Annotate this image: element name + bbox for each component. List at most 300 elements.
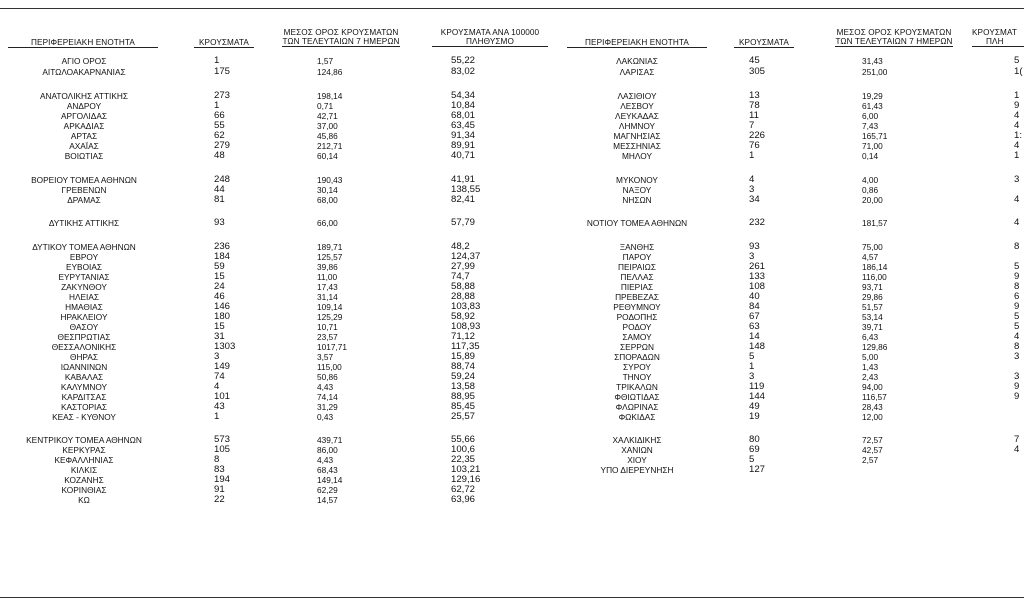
table-row	[0, 195, 1024, 205]
left-per-cell: 85,45	[451, 401, 476, 412]
left-avg-cell: 124,86	[317, 67, 343, 77]
right-cases-cell: 1	[749, 361, 755, 372]
right-avg-cell: 116,00	[862, 272, 887, 282]
right-cases-cell: 19	[749, 411, 760, 422]
right-name-cell: ΦΛΩΡΙΝΑΣ	[615, 402, 659, 412]
right-name-cell: ΛΗΜΝΟΥ	[618, 121, 656, 131]
left-name-cell: ΚΕΦΑΛΛΗΝΙΑΣ	[54, 455, 114, 465]
right-cases-cell: 5	[749, 454, 755, 465]
right-per-cell: 9	[1014, 271, 1020, 282]
table-row	[0, 332, 1024, 342]
left-name-cell: ΚΑΛΥΜΝΟΥ	[60, 382, 108, 392]
right-cases-cell: 76	[749, 140, 760, 151]
right-cases-cell: 34	[749, 194, 760, 205]
right-avg-cell: 20,00	[862, 195, 883, 205]
right-per-cell: 4	[1014, 140, 1020, 151]
left-cases-cell: 44	[214, 184, 225, 195]
right-cases-cell: 261	[749, 261, 766, 272]
header-region-left: ΠΕΡΙΦΕΡΕΙΑΚΗ ΕΝΟΤΗΤΑ	[8, 38, 158, 48]
right-name-cell: ΠΕΛΛΑΣ	[620, 272, 654, 282]
left-avg-cell: 109,14	[317, 302, 343, 312]
left-avg-cell: 10,71	[317, 322, 338, 332]
right-cases-cell: 11	[749, 110, 759, 121]
left-cases-cell: 15	[214, 321, 225, 332]
right-name-cell: ΧΑΛΚΙΔΙΚΗΣ	[612, 435, 662, 445]
right-per-cell: 4	[1014, 194, 1020, 205]
left-cases-cell: 83	[214, 464, 225, 475]
right-name-cell: ΤΗΝΟΥ	[622, 372, 652, 382]
right-avg-cell: 31,43	[862, 56, 883, 66]
right-avg-cell: 93,71	[862, 282, 883, 292]
left-cases-cell: 180	[214, 311, 231, 322]
left-per-cell: 68,01	[451, 110, 476, 121]
right-avg-cell: 94,00	[862, 382, 883, 392]
left-cases-cell: 3	[214, 351, 220, 362]
header-avg-left: ΜΕΣΟΣ ΟΡΟΣ ΚΡΟΥΣΜΑΤΩΝ ΤΩΝ ΤΕΛΕΥΤΑΙΩΝ 7 ΗΜΕΡΩΝ	[282, 28, 400, 46]
right-name-cell: ΠΑΡΟΥ	[622, 252, 652, 262]
right-avg-cell: 72,57	[862, 435, 883, 445]
right-avg-cell: 1,43	[862, 362, 879, 372]
left-cases-cell: 1	[214, 55, 220, 66]
right-avg-cell: 165,71	[862, 131, 888, 141]
header-avg-right: ΜΕΣΟΣ ΟΡΟΣ ΚΡΟΥΣΜΑΤΩΝ ΤΩΝ ΤΕΛΕΥΤΑΙΩΝ 7 ΗΜΕΡΩΝ	[835, 28, 953, 46]
right-cases-cell: 84	[749, 301, 760, 312]
left-cases-cell: 146	[214, 301, 231, 312]
table-row	[0, 101, 1024, 111]
left-cases-cell: 279	[214, 140, 231, 151]
table-row	[0, 56, 1024, 66]
left-avg-cell: 37,00	[317, 121, 338, 131]
right-per-cell: 7	[1014, 434, 1020, 445]
left-name-cell: ΘΕΣΠΡΩΤΙΑΣ	[57, 332, 111, 342]
table-row	[0, 272, 1024, 282]
right-avg-cell: 39,71	[862, 322, 883, 332]
right-avg-cell: 2,43	[862, 372, 879, 382]
left-per-cell: 22,35	[451, 454, 476, 465]
left-per-cell: 57,79	[451, 217, 476, 228]
table-row	[0, 111, 1024, 121]
left-name-cell: ΗΛΕΙΑΣ	[68, 292, 100, 302]
right-per-cell: 3	[1014, 174, 1020, 185]
right-per-cell: 3	[1014, 371, 1020, 382]
right-cases-cell: 108	[749, 281, 766, 292]
left-name-cell: ΑΝΔΡΟΥ	[66, 101, 102, 111]
left-cases-cell: 43	[214, 401, 225, 412]
left-cases-cell: 236	[214, 241, 231, 252]
left-cases-cell: 74	[214, 371, 225, 382]
left-cases-cell: 184	[214, 251, 231, 262]
left-per-cell: 28,88	[451, 291, 476, 302]
left-cases-cell: 24	[214, 281, 225, 292]
left-per-cell: 62,72	[451, 484, 476, 495]
left-cases-cell: 149	[214, 361, 231, 372]
left-per-cell: 100,6	[451, 444, 476, 455]
left-name-cell: ΔΡΑΜΑΣ	[67, 195, 101, 205]
left-avg-cell: 0,71	[317, 101, 334, 111]
right-name-cell: ΜΑΓΝΗΣΙΑΣ	[613, 131, 661, 141]
table-row	[0, 175, 1024, 185]
left-avg-cell: 62,29	[317, 485, 338, 495]
right-name-cell: ΛΑΣΙΘΙΟΥ	[617, 91, 657, 101]
table-row	[0, 252, 1024, 262]
left-per-cell: 59,24	[451, 371, 476, 382]
right-per-cell: 1	[1014, 150, 1020, 161]
right-avg-cell: 6,00	[862, 111, 879, 121]
left-per-cell: 54,34	[451, 90, 476, 101]
left-per-cell: 41,91	[451, 174, 476, 185]
right-name-cell: ΠΕΙΡΑΙΩΣ	[618, 262, 656, 272]
right-cases-cell: 3	[749, 251, 755, 262]
right-per-cell: 9	[1014, 301, 1020, 312]
table-row	[0, 372, 1024, 382]
right-name-cell: ΧΑΝΙΩΝ	[621, 445, 653, 455]
right-name-cell: ΞΑΝΘΗΣ	[619, 242, 655, 252]
left-name-cell: ΙΩΑΝΝΙΝΩΝ	[60, 362, 108, 372]
left-name-cell: ΖΑΚΥΝΘΟΥ	[61, 282, 107, 292]
right-cases-cell: 67	[749, 311, 760, 322]
left-per-cell: 129,16	[451, 474, 481, 485]
right-cases-cell: 3	[749, 184, 755, 195]
right-cases-cell: 305	[749, 66, 766, 77]
left-avg-cell: 45,86	[317, 131, 338, 141]
left-avg-cell: 86,00	[317, 445, 338, 455]
table-row	[0, 445, 1024, 455]
right-cases-cell: 93	[749, 241, 760, 252]
table-row	[0, 91, 1024, 101]
left-cases-cell: 194	[214, 474, 231, 485]
left-name-cell: ΑΓΙΟ ΟΡΟΣ	[61, 56, 107, 66]
table-row	[0, 292, 1024, 302]
right-avg-cell: 19,29	[862, 91, 883, 101]
left-name-cell: ΘΑΣΟΥ	[69, 322, 99, 332]
left-cases-cell: 1	[214, 100, 220, 111]
right-per-cell: 9	[1014, 381, 1020, 392]
left-avg-cell: 190,43	[317, 175, 343, 185]
right-name-cell: ΝΟΤΙΟΥ ΤΟΜΕΑ ΑΘΗΝΩΝ	[586, 218, 688, 228]
table-row	[0, 121, 1024, 131]
right-cases-cell: 226	[749, 130, 766, 141]
left-per-cell: 83,02	[451, 66, 476, 77]
table-row	[0, 495, 1024, 505]
left-per-cell: 15,89	[451, 351, 476, 362]
left-per-cell: 13,58	[451, 381, 476, 392]
left-per-cell: 82,41	[451, 194, 476, 205]
right-name-cell: ΠΙΕΡΙΑΣ	[620, 282, 654, 292]
right-per-cell: 5	[1014, 55, 1020, 66]
left-name-cell: ΑΝΑΤΟΛΙΚΗΣ ΑΤΤΙΚΗΣ	[39, 91, 129, 101]
left-name-cell: ΚΕΑΣ - ΚΥΘΝΟΥ	[52, 412, 116, 422]
left-avg-cell: 74,14	[317, 392, 338, 402]
left-cases-cell: 55	[214, 120, 225, 131]
right-name-cell: ΡΟΔΟΠΗΣ	[616, 312, 658, 322]
left-cases-cell: 4	[214, 381, 220, 392]
left-name-cell: ΗΜΑΘΙΑΣ	[65, 302, 103, 312]
left-name-cell: ΑΡΓΟΛΙΔΑΣ	[61, 111, 107, 121]
right-cases-cell: 148	[749, 341, 766, 352]
table-row	[0, 382, 1024, 392]
right-name-cell: ΜΥΚΟΝΟΥ	[616, 175, 658, 185]
left-cases-cell: 62	[214, 130, 225, 141]
right-name-cell: ΧΙΟΥ	[627, 455, 647, 465]
right-cases-cell: 133	[749, 271, 766, 282]
right-name-cell: ΦΘΙΩΤΙΔΑΣ	[614, 392, 660, 402]
left-avg-cell: 30,14	[317, 185, 338, 195]
right-name-cell: ΣΕΡΡΩΝ	[620, 342, 654, 352]
right-cases-cell: 45	[749, 55, 760, 66]
left-name-cell: ΕΒΡΟΥ	[69, 252, 99, 262]
right-cases-cell: 78	[749, 100, 760, 111]
right-name-cell: ΥΠΟ ΔΙΕΡΕΥΝΗΣΗ	[600, 465, 674, 475]
left-cases-cell: 573	[214, 434, 231, 445]
table-row	[0, 392, 1024, 402]
right-per-cell: 8	[1014, 241, 1020, 252]
left-cases-cell: 175	[214, 66, 231, 77]
table-row	[0, 302, 1024, 312]
left-avg-cell: 11,00	[317, 272, 338, 282]
header-cases-right: ΚΡΟΥΣΜΑΤΑ	[734, 38, 794, 48]
right-cases-cell: 80	[749, 434, 760, 445]
left-name-cell: ΚΑΡΔΙΤΣΑΣ	[61, 392, 107, 402]
right-cases-cell: 5	[749, 351, 755, 362]
right-avg-cell: 7,43	[862, 121, 879, 131]
right-cases-cell: 13	[749, 90, 760, 101]
left-name-cell: ΑΡΚΑΔΙΑΣ	[63, 121, 105, 131]
left-cases-cell: 273	[214, 90, 231, 101]
left-name-cell: ΓΡΕΒΕΝΩΝ	[61, 185, 107, 195]
right-per-cell: 4	[1014, 331, 1020, 342]
left-per-cell: 25,57	[451, 411, 476, 422]
left-cases-cell: 105	[214, 444, 231, 455]
left-name-cell: ΑΙΤΩΛΟΑΚΑΡΝΑΝΙΑΣ	[42, 67, 126, 77]
right-cases-cell: 4	[749, 174, 755, 185]
right-cases-cell: 119	[749, 381, 765, 392]
right-avg-cell: 71,00	[862, 141, 883, 151]
left-per-cell: 124,37	[451, 251, 481, 262]
right-avg-cell: 4,57	[862, 252, 879, 262]
table-row	[0, 342, 1024, 352]
left-name-cell: ΑΡΤΑΣ	[70, 131, 98, 141]
left-per-cell: 103,83	[451, 301, 481, 312]
left-cases-cell: 8	[214, 454, 220, 465]
left-per-cell: 71,12	[451, 331, 476, 342]
right-name-cell: ΡΕΘΥΜΝΟΥ	[613, 302, 661, 312]
right-per-cell: 9	[1014, 100, 1020, 111]
table-row	[0, 435, 1024, 445]
table-row	[0, 352, 1024, 362]
left-name-cell: ΒΟΙΩΤΙΑΣ	[64, 151, 104, 161]
left-cases-cell: 22	[214, 494, 225, 505]
left-name-cell: ΗΡΑΚΛΕΙΟΥ	[60, 312, 108, 322]
left-name-cell: ΚΩ	[78, 495, 90, 505]
left-cases-cell: 101	[214, 391, 231, 402]
left-name-cell: ΚΕΝΤΡΙΚΟΥ ΤΟΜΕΑ ΑΘΗΝΩΝ	[26, 435, 142, 445]
left-avg-cell: 439,71	[317, 435, 343, 445]
left-per-cell: 63,96	[451, 494, 476, 505]
left-cases-cell: 48	[214, 150, 225, 161]
right-per-cell: 4	[1014, 217, 1020, 228]
right-avg-cell: 51,57	[862, 302, 883, 312]
left-avg-cell: 149,14	[317, 475, 343, 485]
left-cases-cell: 93	[214, 217, 225, 228]
left-per-cell: 55,66	[451, 434, 476, 445]
header-region-right: ΠΕΡΙΦΕΡΕΙΑΚΗ ΕΝΟΤΗΤΑ	[567, 38, 707, 48]
left-per-cell: 88,95	[451, 391, 476, 402]
left-avg-cell: 189,71	[317, 242, 343, 252]
right-avg-cell: 129,86	[862, 342, 888, 352]
left-per-cell: 40,71	[451, 150, 476, 161]
right-name-cell: ΤΡΙΚΑΛΩΝ	[616, 382, 658, 392]
left-per-cell: 74,7	[451, 271, 470, 282]
left-name-cell: ΚΙΛΚΙΣ	[70, 465, 98, 475]
left-name-cell: ΚΑΒΑΛΑΣ	[64, 372, 104, 382]
left-name-cell: ΚΑΣΤΟΡΙΑΣ	[60, 402, 108, 412]
left-per-cell: 58,92	[451, 311, 476, 322]
right-per-cell: 4	[1014, 120, 1020, 131]
table-row	[0, 141, 1024, 151]
left-per-cell: 108,93	[451, 321, 481, 332]
right-avg-cell: 116,57	[862, 392, 887, 402]
table-row	[0, 282, 1024, 292]
right-avg-cell: 53,14	[862, 312, 883, 322]
right-per-cell: 1:	[1014, 130, 1023, 141]
left-avg-cell: 60,14	[317, 151, 338, 161]
left-avg-cell: 125,29	[317, 312, 343, 322]
left-per-cell: 63,45	[451, 120, 476, 131]
left-name-cell: ΚΟΡΙΝΘΙΑΣ	[61, 485, 107, 495]
right-avg-cell: 29,86	[862, 292, 883, 302]
left-per-cell: 27,99	[451, 261, 476, 272]
right-per-cell: 9	[1014, 391, 1020, 402]
left-avg-cell: 39,86	[317, 262, 338, 272]
right-name-cell: ΝΗΣΩΝ	[622, 195, 652, 205]
right-avg-cell: 75,00	[862, 242, 883, 252]
left-cases-cell: 15	[214, 271, 225, 282]
right-avg-cell: 61,43	[862, 101, 883, 111]
table-row	[0, 262, 1024, 272]
right-name-cell: ΜΕΣΣΗΝΙΑΣ	[613, 141, 661, 151]
left-name-cell: ΚΟΖΑΝΗΣ	[64, 475, 104, 485]
right-per-cell: 8	[1014, 341, 1020, 352]
left-cases-cell: 59	[214, 261, 225, 272]
right-avg-cell: 6,43	[862, 332, 879, 342]
left-avg-cell: 17,43	[317, 282, 338, 292]
right-name-cell: ΣΠΟΡΑΔΩΝ	[614, 352, 660, 362]
left-per-cell: 103,21	[451, 464, 481, 475]
right-per-cell: 5	[1014, 261, 1020, 272]
right-cases-cell: 7	[749, 120, 755, 131]
header-per-left: ΚΡΟΥΣΜΑΤΑ ΑΝΑ 100000 ΠΛΗΘΥΣΜΟ	[432, 28, 548, 47]
right-cases-cell: 127	[749, 464, 766, 475]
right-avg-cell: 0,14	[862, 151, 879, 161]
table-row	[0, 485, 1024, 495]
left-cases-cell: 1	[214, 411, 220, 422]
right-avg-cell: 42,57	[862, 445, 883, 455]
right-per-cell: 1(	[1014, 66, 1023, 77]
left-name-cell: ΑΧΑΪΑΣ	[69, 141, 99, 151]
right-avg-cell: 181,57	[862, 218, 888, 228]
left-per-cell: 89,91	[451, 140, 476, 151]
table-row	[0, 465, 1024, 475]
right-name-cell: ΛΕΥΚΑΔΑΣ	[615, 111, 659, 121]
left-cases-cell: 46	[214, 291, 225, 302]
right-name-cell: ΝΑΞΟΥ	[622, 185, 652, 195]
left-per-cell: 55,22	[451, 55, 476, 66]
right-cases-cell: 49	[749, 401, 760, 412]
right-name-cell: ΛΑΡΙΣΑΣ	[619, 67, 655, 77]
left-avg-cell: 31,14	[317, 292, 338, 302]
left-avg-cell: 50,86	[317, 372, 338, 382]
left-cases-cell: 81	[214, 194, 225, 205]
right-per-cell: 6	[1014, 291, 1020, 302]
table-row	[0, 312, 1024, 322]
table-row	[0, 412, 1024, 422]
left-cases-cell: 31	[214, 331, 225, 342]
right-name-cell: ΜΗΛΟΥ	[622, 151, 652, 161]
right-per-cell: 5	[1014, 321, 1020, 332]
left-name-cell: ΒΟΡΕΙΟΥ ΤΟΜΕΑ ΑΘΗΝΩΝ	[31, 175, 137, 185]
left-avg-cell: 4,43	[317, 382, 334, 392]
right-cases-cell: 69	[749, 444, 760, 455]
table-row	[0, 322, 1024, 332]
table-row	[0, 185, 1024, 195]
right-per-cell: 8	[1014, 281, 1020, 292]
left-avg-cell: 3,57	[317, 352, 334, 362]
left-name-cell: ΘΕΣΣΑΛΟΝΙΚΗΣ	[51, 342, 117, 352]
right-per-cell: 4	[1014, 110, 1020, 121]
right-cases-cell: 63	[749, 321, 760, 332]
left-avg-cell: 198,14	[317, 91, 343, 101]
right-name-cell: ΛΕΣΒΟΥ	[620, 101, 654, 111]
right-avg-cell: 2,57	[862, 455, 879, 465]
right-avg-cell: 28,43	[862, 402, 883, 412]
table-row	[0, 475, 1024, 485]
right-name-cell: ΠΡΕΒΕΖΑΣ	[615, 292, 659, 302]
left-avg-cell: 1,57	[317, 56, 334, 66]
right-avg-cell: 0,86	[862, 185, 879, 195]
right-name-cell: ΣΥΡΟΥ	[623, 362, 651, 372]
right-name-cell: ΣΑΜΟΥ	[622, 332, 652, 342]
table-row	[0, 151, 1024, 161]
left-avg-cell: 14,57	[317, 495, 338, 505]
left-avg-cell: 115,00	[317, 362, 342, 372]
header-cases-left: ΚΡΟΥΣΜΑΤΑ	[194, 38, 254, 48]
header-per-right: ΚΡΟΥΣΜΑΤ ΠΛΗ	[972, 28, 1024, 47]
right-name-cell: ΛΑΚΩΝΙΑΣ	[616, 56, 658, 66]
right-cases-cell: 3	[749, 371, 755, 382]
left-name-cell: ΚΕΡΚΥΡΑΣ	[62, 445, 106, 455]
table-row	[0, 242, 1024, 252]
left-name-cell: ΕΥΡΥΤΑΝΙΑΣ	[58, 272, 110, 282]
right-per-cell: 5	[1014, 311, 1020, 322]
right-cases-cell: 232	[749, 217, 766, 228]
left-cases-cell: 1303	[214, 341, 236, 352]
left-per-cell: 91,34	[451, 130, 476, 141]
right-cases-cell: 14	[749, 331, 760, 342]
left-per-cell: 117,35	[451, 341, 480, 352]
right-cases-cell: 144	[749, 391, 766, 402]
left-avg-cell: 125,57	[317, 252, 343, 262]
right-name-cell: ΦΩΚΙΔΑΣ	[618, 412, 656, 422]
table-row	[0, 218, 1024, 228]
left-name-cell: ΔΥΤΙΚΗΣ ΑΤΤΙΚΗΣ	[48, 218, 120, 228]
table-row	[0, 67, 1024, 77]
right-cases-cell: 40	[749, 291, 760, 302]
right-cases-cell: 1	[749, 150, 755, 161]
left-cases-cell: 248	[214, 174, 231, 185]
left-per-cell: 58,88	[451, 281, 476, 292]
left-name-cell: ΕΥΒΟΙΑΣ	[65, 262, 103, 272]
bottom-border	[0, 597, 1024, 598]
